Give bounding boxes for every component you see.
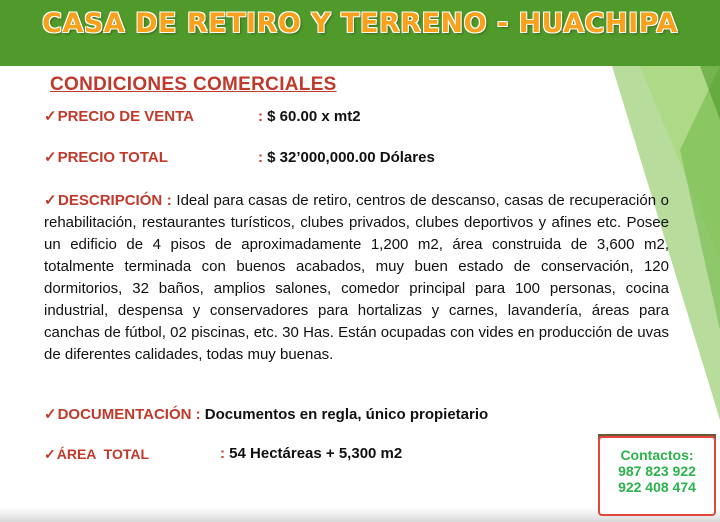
check-icon: ✓ — [44, 108, 57, 125]
documentation-label: DOCUMENTACIÓN : — [57, 406, 201, 423]
area-total-value: 54 Hectáreas + 5,300 m2 — [229, 445, 403, 462]
check-icon: ✓ — [44, 406, 57, 423]
sale-price-value: $ 60.00 x mt2 — [267, 108, 361, 125]
check-icon: ✓ — [44, 446, 56, 462]
total-price-label: PRECIO TOTAL — [57, 149, 168, 166]
documentation-row — [44, 406, 488, 424]
sale-price-colon: : — [258, 108, 263, 125]
documentation-value: Documentos en regla, único propietario — [204, 406, 489, 423]
check-icon: ✓ — [44, 192, 58, 209]
description-text: Ideal para casas de retiro, centros de descanso, casas de recuperación o rehabilitación, restaurantes turísticos, clubes privados, clubes deportivos y afines etc. Posee un edificio de 4 pisos de aproximadamente 1,200 m2, área construida de 3,600 m2, totalmente terminada con buenos acabados, muy buen estado de conservación, 120 dormitorios, 32 baños, amplios salones, comedor principal para 100 personas, cocina industrial, despensa y conservadores para hortalizas y carnes, lavandería, áreas para canchas de fútbol, 02 piscinas, etc. 30 Has. Están ocupadas con vides en producción de uvas de diferentes calidades, todas muy buenas. — [44, 192, 669, 363]
sale-price-row — [44, 108, 361, 126]
sale-price-label: PRECIO DE VENTA — [57, 108, 194, 125]
description-paragraph — [44, 190, 669, 366]
description-label: DESCRIPCIÓN : — [58, 192, 172, 209]
total-price-colon: : — [258, 149, 263, 166]
banner-title: CASA DE RETIRO Y TERRENO - HUACHIPA — [42, 8, 678, 39]
contacts-phone-1: 987 823 922 — [618, 463, 696, 479]
contacts-phone-2: 922 408 474 — [618, 479, 696, 495]
total-price-value: $ 32’000,000.00 Dólares — [267, 149, 435, 166]
area-total-colon: : — [220, 445, 225, 462]
area-total-row — [44, 445, 403, 463]
total-price-row — [44, 149, 435, 167]
contacts-box — [598, 436, 716, 516]
area-total-label: ÁREA TOTAL — [56, 446, 150, 462]
contacts-title: Contactos: — [620, 447, 694, 463]
check-icon: ✓ — [44, 149, 57, 166]
section-heading: CONDICIONES COMERCIALES — [50, 74, 337, 95]
